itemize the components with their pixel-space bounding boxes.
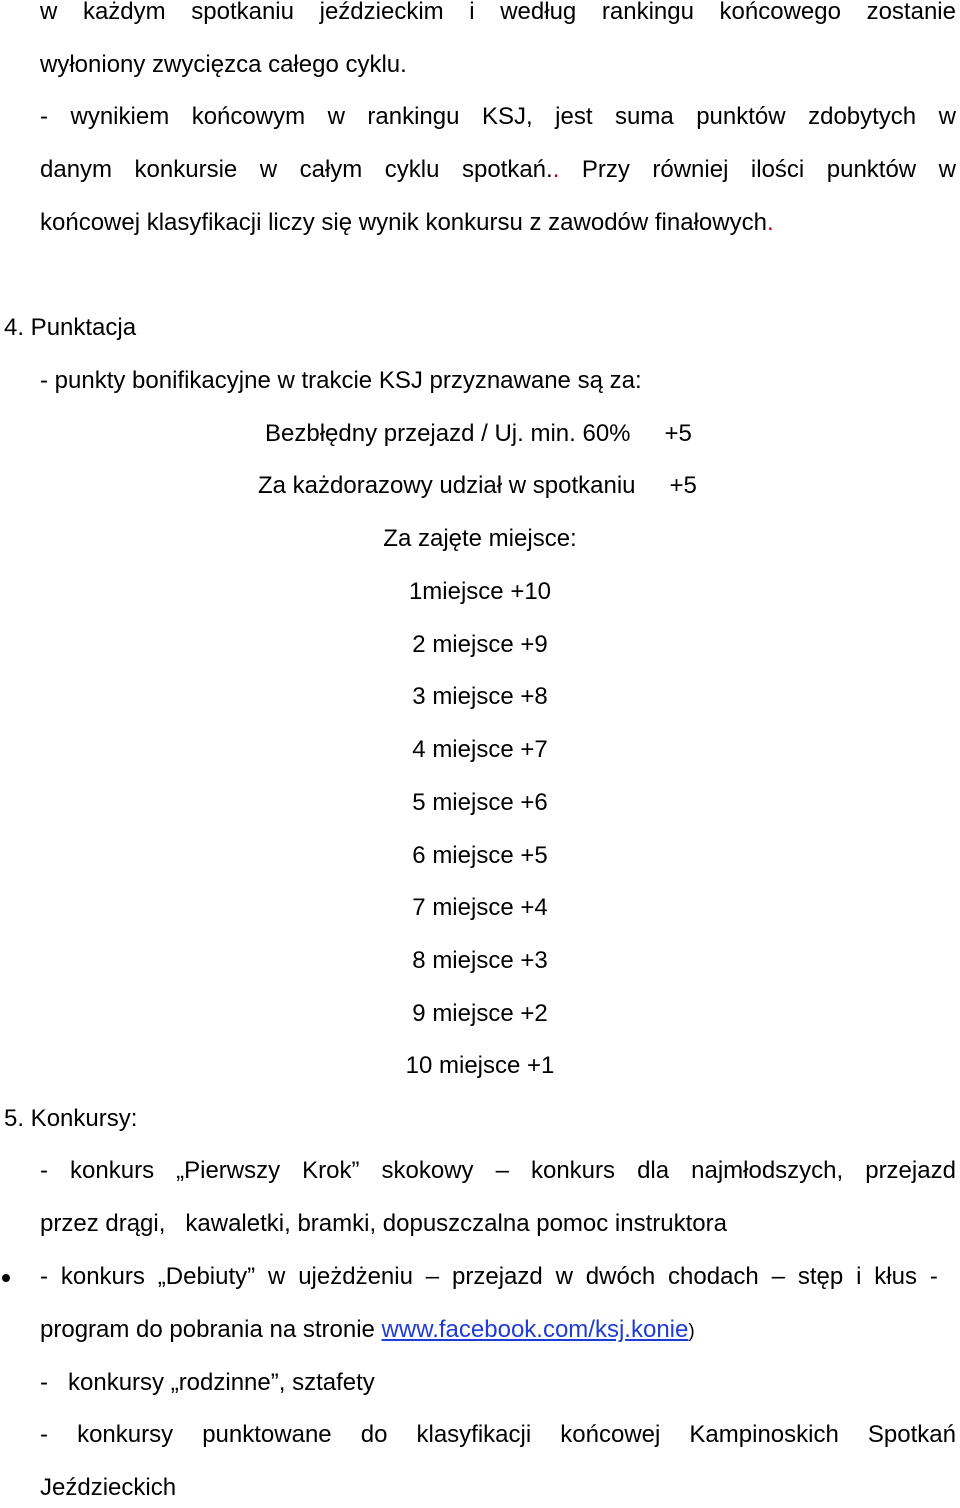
word: spotkaniu [191,0,294,25]
word: jest [555,103,593,130]
word: – [771,1263,785,1290]
word: - [40,1421,48,1448]
word: konkursie [134,156,238,183]
word: rankingu [367,103,460,130]
word: konkursy [77,1421,174,1448]
word: ujeżdżeniu [298,1263,413,1290]
word: - [40,1157,48,1184]
word: „Debiuty” [157,1263,256,1290]
place-item: 1miejsce +10 [408,578,552,605]
bonus-item-1 [265,414,956,454]
word: punktów [826,156,917,183]
word: do [360,1421,388,1448]
word: w [938,103,956,130]
word: przejazd [865,1157,956,1184]
word: – [495,1157,509,1184]
word: dla [637,1157,670,1184]
word: klasyfikacji [416,1421,532,1448]
place-item: 9 miejsce +2 [412,999,548,1027]
word: i [469,0,475,25]
word: stęp [797,1263,844,1290]
closing-paren: ) [688,1321,695,1342]
word: ilości [750,156,805,183]
word: najmłodszych, [691,1157,844,1184]
word: równiej [652,156,729,183]
place-item: 7 miejsce +4 [412,894,548,922]
word: całym [299,156,363,183]
word: wynikiem [70,103,170,130]
word: dwóch [585,1263,656,1290]
para-line-3 [40,97,956,137]
bonus-2-value: +5 [669,472,697,499]
word: Spotkań [867,1421,956,1448]
word: - [40,103,48,130]
para-line-5 [40,203,956,243]
red-period: . [552,156,560,183]
bonus-item-2 [258,466,956,506]
word: konkurs [530,1157,616,1184]
word: w [938,156,956,183]
konkurs-2-text: program do pobrania na stronie [40,1316,382,1343]
konkurs-2-line-1 [40,1257,938,1297]
place-item: 10 miejsce +1 [405,1052,555,1080]
word: „Pierwszy [176,1157,281,1184]
word: w [267,1263,286,1290]
place-item: 5 miejsce +6 [412,788,548,816]
word: jeździeckim [319,0,444,25]
word: w [327,103,345,130]
word: rankingu [601,0,694,25]
place-item: 8 miejsce +3 [412,946,548,974]
places-heading: Za zajęte miejsce: [383,525,577,552]
word: skokowy [381,1157,474,1184]
word: Krok” [302,1157,360,1184]
word: w [40,0,58,25]
word: konkurs [60,1263,145,1290]
word: przejazd [452,1263,543,1290]
bonus-intro: - punkty bonifikacyjne w trakcie KSJ przyznawane są za: [40,367,642,394]
word: końcowym [191,103,306,130]
word: każdym [82,0,166,25]
konkurs-4-line-2: Jeździeckich [40,1474,177,1501]
red-period: . [766,209,774,236]
word: i [856,1263,862,1290]
bullet-icon [2,1274,10,1282]
word: punktowane [202,1421,332,1448]
konkurs-4-line-1 [40,1415,956,1455]
facebook-link[interactable]: www.facebook.com/ksj.konie [381,1316,689,1343]
section-5-heading: 5. Konkursy: [4,1105,138,1132]
word: zostanie [866,0,956,25]
bonus-2-label: Za każdorazowy udział w spotkaniu [258,472,636,499]
bonus-1-value: +5 [664,420,692,447]
para-line-4 [40,150,956,190]
word: - [40,1263,48,1290]
konkurs-2-line-2 [40,1310,956,1350]
word: - [929,1263,938,1290]
word: Przy [581,156,630,183]
word: końcowego [719,0,841,25]
word: – [425,1263,440,1290]
konkurs-1-line-1 [40,1151,956,1191]
word: kłus [874,1263,917,1290]
word: danym [40,156,113,183]
word: konkurs [70,1157,155,1184]
word: Kampinoskich [689,1421,839,1448]
konkurs-1-line-2: przez drągi, kawaletki, bramki, dopuszczalna pomoc instruktora [40,1210,727,1237]
word: w [259,156,278,183]
word: według [500,0,577,25]
konkurs-3-line: - konkursy „rodzinne”, sztafety [40,1369,375,1396]
place-item: 2 miejsce +9 [412,630,548,658]
word: końcowej [560,1421,661,1448]
word: punktów [696,103,786,130]
word: zdobytych [808,103,917,130]
place-item: 4 miejsce +7 [412,736,548,764]
word: w [555,1263,573,1290]
section-4-heading: 4. Punktacja [4,314,137,341]
word: chodach [668,1263,759,1290]
word: suma [615,103,674,130]
word: spotkań. [461,156,553,183]
para-line-1 [40,0,956,32]
word: KSJ, [481,103,533,130]
bonus-1-label: Bezbłędny przejazd / Uj. min. 60% [265,420,631,447]
word-with-red-dot [462,150,559,190]
para-line-2: wyłoniony zwycięzca całego cyklu. [40,51,407,78]
place-item: 6 miejsce +5 [412,841,548,869]
place-item: 3 miejsce +8 [412,683,548,711]
word: cyklu [384,156,440,183]
line-5-text: końcowej klasyfikacji liczy się wynik konkursu z zawodów finałowych [40,209,767,236]
